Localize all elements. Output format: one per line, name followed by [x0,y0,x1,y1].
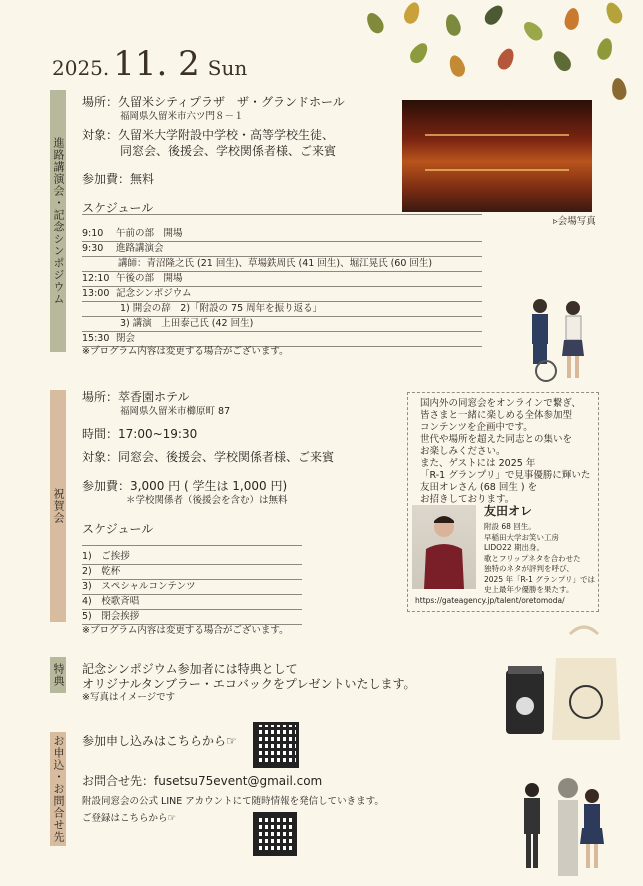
guest-bio-line: 歌とフリップネタを合わせた [484,553,581,563]
schedule-time: 9:30 [82,243,104,254]
section-label-party: 祝賀会 [50,390,66,622]
schedule-time: 9:10 [82,228,104,239]
symposium-address: 福岡県久留米市六ツ門８－１ [120,111,244,122]
statue-and-students-illustration [518,770,608,880]
schedule-time: 12:10 [82,273,110,284]
benefit-note: ※写真はイメージです [82,692,176,703]
line-qr-code[interactable] [253,812,297,856]
schedule-row [82,241,482,257]
guest-bio-line: LIDO22 期出身。 [484,543,544,552]
party-note: ※プログラム内容は変更する場合がございます。 [82,625,289,636]
symposium-fee: 参加費：無料 [82,172,155,186]
schedule-text: 閉会 [116,333,136,344]
photo-caption: ▹会場写真 [553,216,596,227]
line-account-info: 附設同窓会の公式 LINE アカウントにて随時情報を発信していきます。 [82,796,384,807]
guest-intro-line: 「R-1 グランプリ」で見事優勝に輝いた [420,470,591,481]
guest-photo [412,505,476,589]
event-date [52,44,247,84]
guest-bio-line: 2025 年「R-1 グランプリ」では [484,574,595,584]
schedule-row [82,301,482,317]
guest-name: 友田オレ [484,504,533,518]
guest-bio-line: 附設 68 回生。 [484,522,536,531]
students-illustration [518,296,598,386]
benefit-line-1: 記念シンポジウム参加者には特典として [82,662,298,676]
date-year: 2025. [52,56,110,80]
guest-intro-line: 皆さまと一緒に楽しめる全体参加型 [420,410,573,421]
schedule-text: 午前の部 開場 [116,228,183,239]
symposium-note: ※プログラム内容は変更する場合がございます。 [82,346,289,357]
party-schedule-item: 2) 乾杯 [82,564,302,580]
schedule-top-rule [82,214,482,215]
section-label-contact: お申込・お問合せ先 [50,732,66,846]
schedule-row [82,286,482,302]
benefit-line-2: オリジナルタンブラー・エコバックをプレゼントいたします。 [82,677,416,691]
guest-intro-line: お招きしております。 [420,494,515,505]
guest-intro-line: 国内外の同窓会をオンラインで繋ぎ、 [420,398,581,409]
section-label-benefit: 特典 [50,657,66,693]
party-schedule-item: 5) 閉会挨拶 [82,609,302,625]
schedule-row [82,226,482,242]
symposium-schedule-title: スケジュール [82,201,154,215]
party-fee-note: ＊学校関係者（後援会を含む）は無料 [126,495,288,506]
party-fee: 参加費：3,000 円 ( 学生は 1,000 円) [82,479,288,493]
party-schedule-item: 3) スペシャルコンテンツ [82,579,302,595]
guest-bio-line: 史上最年少優勝を果たす。 [484,585,574,594]
symposium-target-2: 同窓会、後援会、学校関係者様、ご来賓 [120,144,337,158]
guest-intro [420,398,592,506]
tumbler-and-bag-image [504,622,624,742]
guest-bio [484,522,596,596]
venue-photo [402,100,592,212]
schedule-row [82,256,482,272]
schedule-row [82,331,482,347]
contact-email[interactable]: お問合せ先：fusetsu75event@gmail.com [82,774,323,788]
date-weekday: Sun [207,56,248,80]
schedule-text: 午後の部 開場 [116,273,183,284]
party-venue: 場所：萃香園ホテル [82,390,190,404]
guest-intro-line: コンテンツを企画中です。 [420,422,533,433]
schedule-time: 13:00 [82,288,110,299]
guest-bio-line: 早稲田大学お笑い工房 [484,532,559,542]
party-address: 福岡県久留米市櫛原町 87 [120,406,231,417]
schedule-text: 進路講演会 [116,243,164,254]
schedule-text: 講師：青沼隆之氏 (21 回生)、草場鉄周氏 (41 回生)、堀江晃氏 (60 回生) [118,258,433,269]
schedule-text: 1) 開会の辞 2)「附設の 75 周年を振り返る」 [120,303,323,314]
schedule-row [82,316,482,332]
symposium-venue: 場所：久留米シティプラザ ザ・グランドホール [82,95,345,109]
apply-text: 参加申し込みはこちらから☞ [82,734,237,748]
guest-bio-line: 独特のネタが評判を呼び、 [484,564,574,573]
date-month-day: 11. 2 [113,44,200,84]
schedule-time: 15:30 [82,333,110,344]
schedule-row [82,271,482,287]
symposium-target-1: 対象：久留米大学附設中学校・高等学校生徒、 [82,128,335,142]
section-label-symposium: 進路講演会・記念シンポジウム [50,90,66,352]
party-schedule-title: スケジュール [82,522,154,536]
guest-intro-line: お楽しみください。 [420,446,506,457]
schedule-text: 記念シンポジウム [116,288,192,299]
party-schedule-item: 4) 校歌斉唱 [82,594,302,610]
party-target: 対象：同窓会、後援会、学校関係者様、ご来賓 [82,450,335,464]
photo-caption-text: 会場写真 [557,216,596,227]
apply-qr-code[interactable] [253,722,299,768]
guest-intro-line: また、ゲストには 2025 年 [420,458,536,469]
schedule-text: 3) 講演 上田泰己氏 (42 回生) [120,318,254,329]
party-schedule-top-rule [82,545,302,546]
register-text: ご登録はこちらから☞ [82,813,177,824]
guest-intro-line: 世代や場所を超えた同志との集いを [420,434,573,445]
guest-intro-line: 友田オレさん (68 回生 ) を [420,482,538,493]
party-schedule-item: 1) ご挨拶 [82,549,302,565]
guest-url[interactable]: https://gateagency.jp/talent/oretomoda/ [415,596,565,605]
party-time: 時間：17:00~19:30 [82,427,198,441]
